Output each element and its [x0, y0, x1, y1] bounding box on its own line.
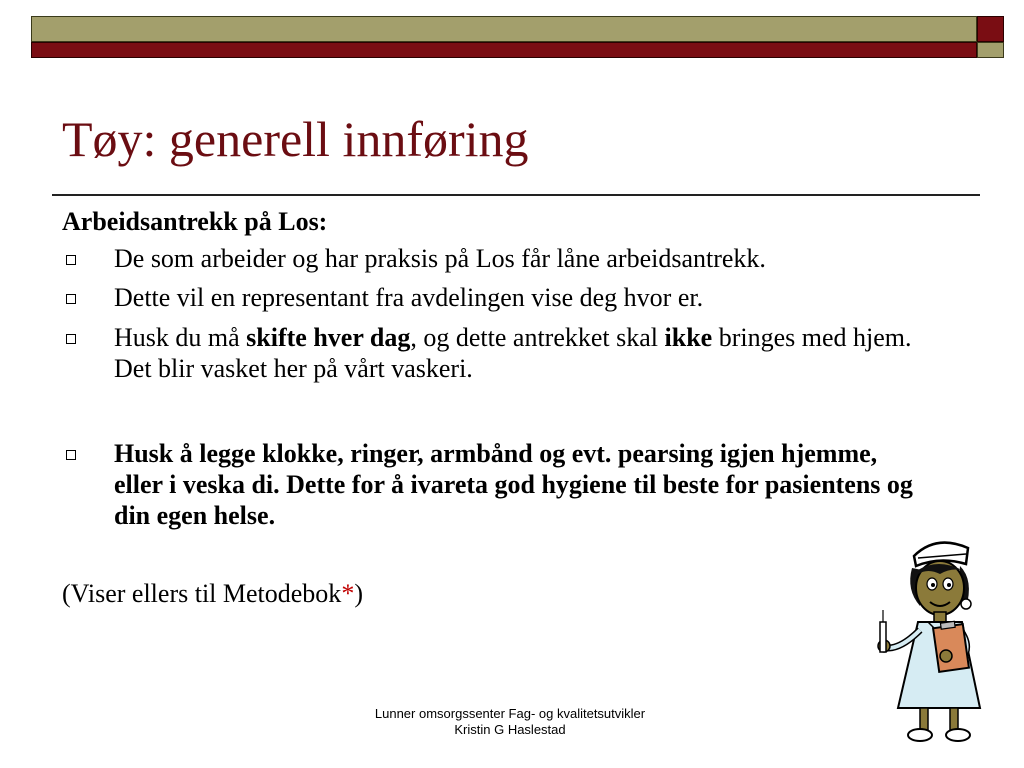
slide-body: [62, 204, 922, 609]
header-corner-olive: [977, 42, 1004, 58]
bullet-item-1: [62, 243, 922, 274]
slide-footer: [340, 706, 680, 739]
square-bullet-icon: [66, 294, 76, 304]
header-corner-maroon: [977, 16, 1004, 42]
nurse-clipart-icon: [862, 530, 1012, 748]
footer-line-2: Kristin G Haslestad: [454, 722, 566, 738]
note-asterisk: *: [341, 578, 355, 608]
bullet-3-bold-1: skifte hver dag: [246, 322, 411, 352]
bullet-item-2: [62, 282, 922, 313]
note-prefix: (Viser ellers til Metodebok: [62, 578, 342, 608]
title-divider: [52, 194, 980, 196]
bullet-text-2: Dette vil en representant fra avdelingen vise deg hvor er.: [114, 283, 704, 313]
header-band-olive: [31, 16, 977, 42]
note-suffix: ): [354, 578, 363, 608]
reference-note: [62, 578, 922, 609]
bullet-3-bold-2: ikke: [664, 322, 713, 352]
bullet-3-part-1: Husk du må: [114, 322, 247, 352]
bullet-3-part-2: , og dette antrekket skal: [410, 322, 665, 352]
square-bullet-icon: [66, 334, 76, 344]
bullet-3-part-3: bringes med hjem. Det blir vasket her på vårt vaskeri.: [114, 322, 912, 383]
bullet-item-3: [62, 322, 922, 384]
section-heading: Arbeidsantrekk på Los:: [62, 207, 328, 236]
bullet-text-1: De som arbeider og har praksis på Los får låne arbeidsantrekk.: [114, 244, 766, 274]
bullet-item-4: [62, 438, 922, 532]
bullet-text-4: Husk å legge klokke, ringer, armbånd og evt. pearsing igjen hjemme, eller i veska di. Dette for å ivareta god hygiene til beste for pasientens og din egen helse.: [114, 438, 913, 531]
square-bullet-icon: [66, 450, 76, 460]
bullet-spacer: [62, 392, 922, 430]
square-bullet-icon: [66, 255, 76, 265]
bullet-list: [62, 243, 922, 531]
bullet-text-3: [114, 323, 912, 383]
header-band-maroon: [31, 42, 977, 58]
slide-title: Tøy: generell innføring: [62, 111, 529, 167]
footer-line-1: Lunner omsorgssenter Fag- og kvalitetsutvikler: [374, 706, 646, 721]
